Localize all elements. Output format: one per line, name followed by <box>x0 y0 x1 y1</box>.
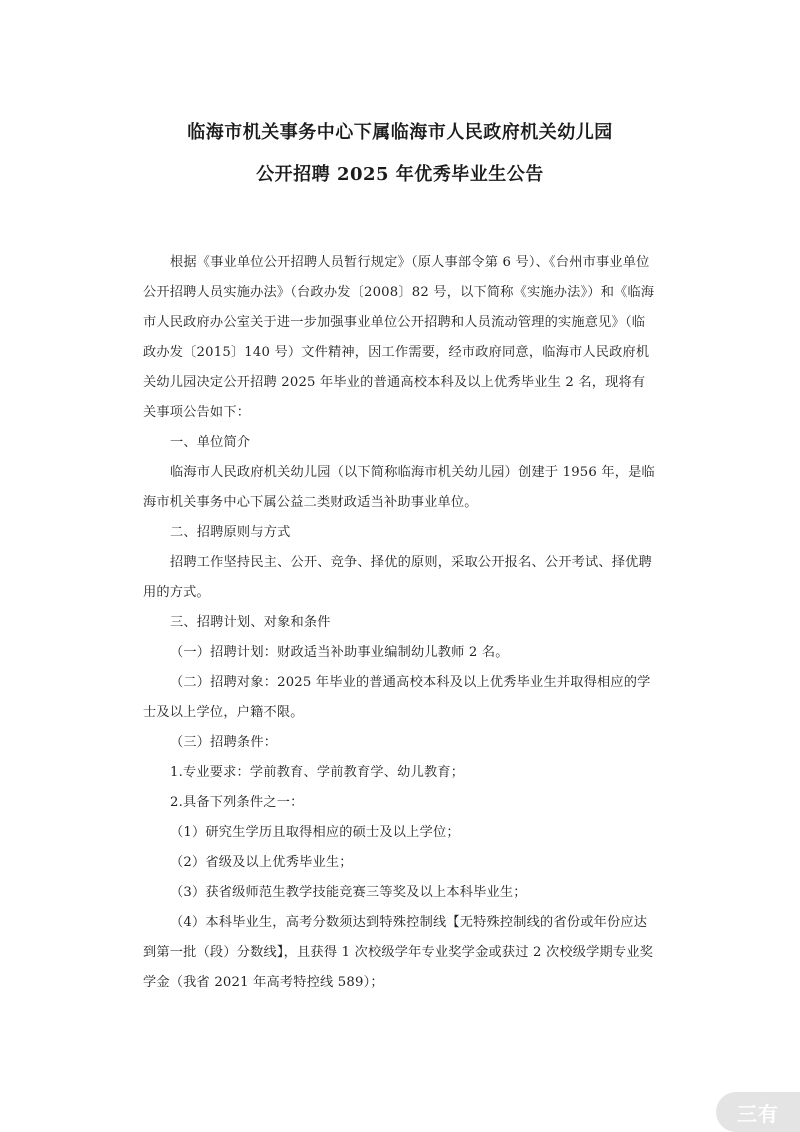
section-heading-principles: 二、招聘原则与方式 <box>170 525 291 540</box>
document-title-line-2: 公开招聘 2025 年优秀毕业生公告 <box>256 164 544 185</box>
document-body <box>143 248 657 998</box>
section-heading-unit-intro: 一、单位简介 <box>170 435 251 450</box>
document-title-line-1: 临海市机关事务中心下属临海市人民政府机关幼儿园 <box>187 122 613 143</box>
target-item: （二）招聘对象：2025 年毕业的普通高校本科及以上优秀毕业生并取得相应的学士及以上学位，户籍不限。 <box>143 675 651 720</box>
condition-item-1: （1）研究生学历且取得相应的硕士及以上学位； <box>170 825 460 840</box>
conditions-heading: （三）招聘条件： <box>170 735 278 750</box>
condition-major: 1.专业要求：学前教育、学前教育学、幼儿教育； <box>170 765 465 780</box>
unit-intro-paragraph: 临海市人民政府机关幼儿园（以下简称临海市机关幼儿园）创建于 1956 年，是临海市机关事务中心下属公益二类财政适当补助事业单位。 <box>143 465 655 510</box>
condition-item-2: （2）省级及以上优秀毕业生； <box>170 855 353 870</box>
plan-item: （一）招聘计划：财政适当补助事业编制幼儿教师 2 名。 <box>170 645 509 660</box>
condition-item-4: （4）本科毕业生，高考分数须达到特殊控制线【无特殊控制线的省份或年份应达到第一批（段）分数线】，且获得 1 次校级学年专业奖学金或获过 2 次校级学期专业奖学金（我省 2021 年高考特控线 589）； <box>143 915 654 990</box>
intro-paragraph: 根据《事业单位公开招聘人员暂行规定》（原人事部令第 6 号）、《台州市事业单位公开招聘人员实施办法》（台政办发〔2008〕82 号，以下简称《实施办法》）和《临海市人民政府办公室关于进一步加强事业单位公开招聘和人员流动管理的实施意见》（临政办发〔2015〕140 号）文件精神，因工作需要，经市政府同意，临海市人民政府机关幼儿园决定公开招聘 2025 年毕业的普通高校本科及以上优秀毕业生 2 名，现将有关事项公告如下： <box>143 255 655 420</box>
section-heading-plan: 三、招聘计划、对象和条件 <box>170 615 331 630</box>
watermark-badge: 三有 <box>716 1092 800 1132</box>
condition-item-3: （3）获省级师范生教学技能竞赛三等奖及以上本科毕业生； <box>170 885 527 900</box>
condition-one-of: 2.具备下列条件之一： <box>170 795 304 810</box>
principles-paragraph: 招聘工作坚持民主、公开、竞争、择优的原则，采取公开报名、公开考试、择优聘用的方式。 <box>143 555 652 600</box>
